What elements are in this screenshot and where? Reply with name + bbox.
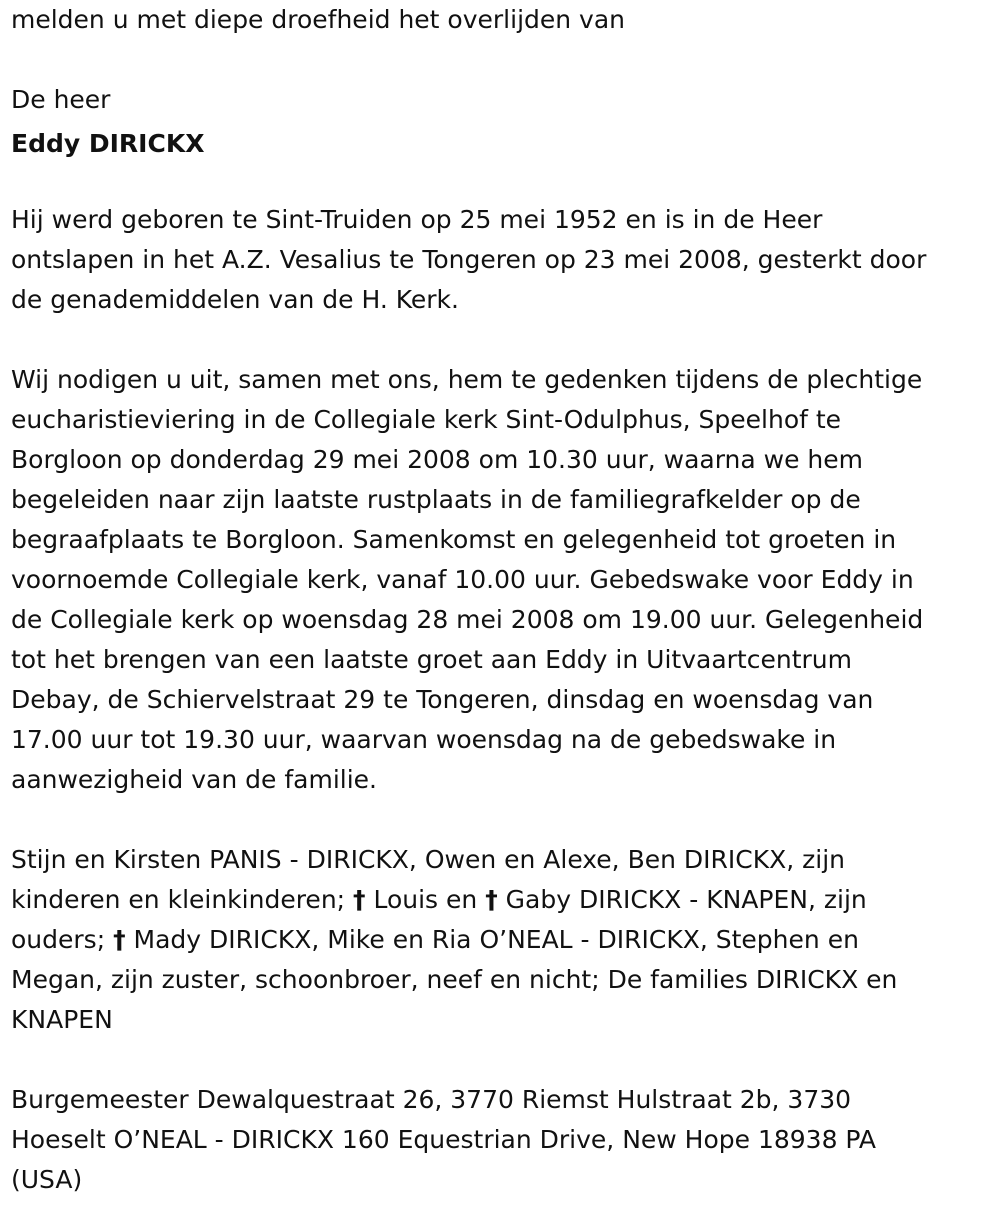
paragraph-line: tot het brengen van een laatste groet aan Eddy in Uitvaartcentrum: [11, 645, 852, 674]
text-segment: kinderen en kleinkinderen;: [11, 885, 354, 914]
salutation: De heer: [11, 85, 111, 114]
family-paragraph: [11, 840, 991, 1040]
spacer: [11, 320, 991, 360]
paragraph-line: Megan, zijn zuster, schoonbroer, neef en nicht; De families DIRICKX en: [11, 965, 898, 994]
paragraph-line: aanwezigheid van de familie.: [11, 765, 377, 794]
paragraph-line: begeleiden naar zijn laatste rustplaats in de familiegrafkelder op de: [11, 485, 861, 514]
paragraph-line: Borgloon op donderdag 29 mei 2008 om 10.30 uur, waarna we hem: [11, 445, 864, 474]
text-segment: ouders;: [11, 925, 114, 954]
paragraph-line: Hij werd geboren te Sint-Truiden op 25 mei 1952 en is in de Heer: [11, 205, 823, 234]
paragraph-line: 17.00 uur tot 19.30 uur, waarvan woensdag na de gebedswake in: [11, 725, 837, 754]
address-paragraph: [11, 1080, 991, 1200]
paragraph-line: voornoemde Collegiale kerk, vanaf 10.00 uur. Gebedswake voor Eddy in: [11, 565, 914, 594]
text-segment: Gaby DIRICKX - KNAPEN, zijn: [497, 885, 867, 914]
paragraph-line: Stijn en Kirsten PANIS - DIRICKX, Owen en Alexe, Ben DIRICKX, zijn: [11, 845, 845, 874]
paragraph-line: begraafplaats te Borgloon. Samenkomst en gelegenheid tot groeten in: [11, 525, 897, 554]
paragraph-line: Hoeselt O’NEAL - DIRICKX 160 Equestrian Drive, New Hope 18938 PA: [11, 1125, 877, 1154]
cross-icon: †: [353, 885, 366, 914]
text-segment: Louis en: [365, 885, 486, 914]
spacer: [11, 40, 991, 80]
cross-icon: †: [485, 885, 498, 914]
invitation-paragraph: [11, 360, 991, 800]
paragraph-line: eucharistieviering in de Collegiale kerk Sint-Odulphus, Speelhof te: [11, 405, 842, 434]
obituary-text: [11, 0, 991, 1200]
cross-icon: †: [113, 925, 126, 954]
paragraph-line: [11, 920, 991, 960]
deceased-name: Eddy DIRICKX: [11, 129, 205, 158]
paragraph-line: KNAPEN: [11, 1005, 113, 1034]
spacer: [11, 1040, 991, 1080]
spacer: [11, 800, 991, 840]
paragraph-line: de genademiddelen van de H. Kerk.: [11, 285, 459, 314]
paragraph-line: (USA): [11, 1165, 83, 1194]
intro-line: melden u met diepe droefheid het overlijden van: [11, 5, 626, 34]
birth-paragraph: [11, 200, 991, 320]
paragraph-line: [11, 880, 991, 920]
spacer: [11, 168, 991, 200]
paragraph-line: de Collegiale kerk op woensdag 28 mei 2008 om 19.00 uur. Gelegenheid: [11, 605, 924, 634]
paragraph-line: Burgemeester Dewalquestraat 26, 3770 Riemst Hulstraat 2b, 3730: [11, 1085, 852, 1114]
paragraph-line: ontslapen in het A.Z. Vesalius te Tongeren op 23 mei 2008, gesterkt door: [11, 245, 927, 274]
paragraph-line: Debay, de Schiervelstraat 29 te Tongeren, dinsdag en woensdag van: [11, 685, 874, 714]
paragraph-line: Wij nodigen u uit, samen met ons, hem te gedenken tijdens de plechtige: [11, 365, 923, 394]
text-segment: Mady DIRICKX, Mike en Ria O’NEAL - DIRICKX, Stephen en: [125, 925, 859, 954]
